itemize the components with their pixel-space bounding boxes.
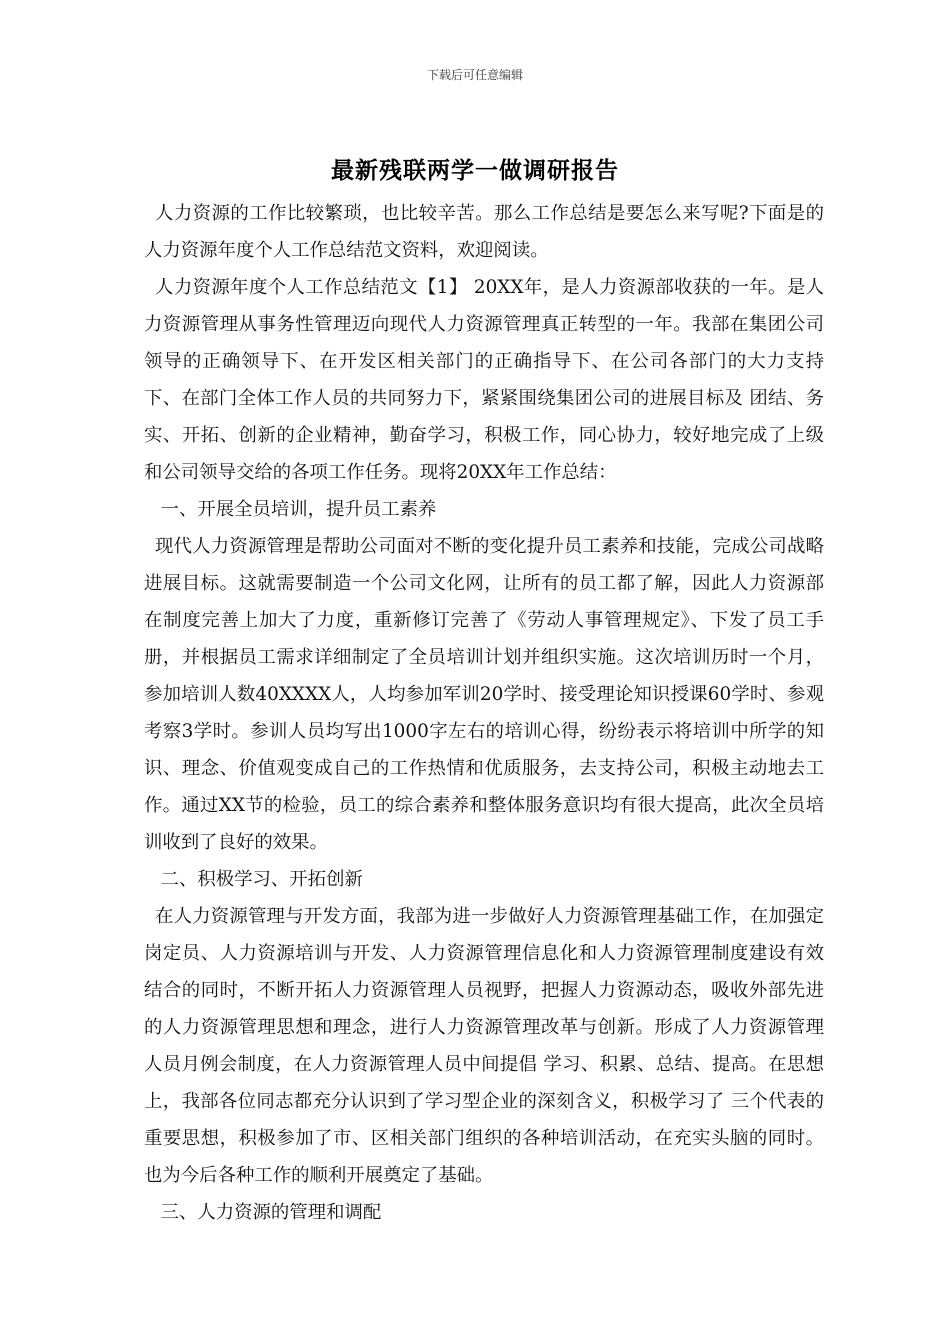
section-heading-3: 三、人力资源的管理和调配 bbox=[160, 1202, 382, 1223]
document-body bbox=[144, 195, 824, 1231]
paragraph-innovation: 在人力资源管理与开发方面，我部为进一步做好人力资源管理基础工作，在加强定岗定员、人力资源培训与开发、人力资源管理信息化和人力资源管理制度建设有效结合的同时，不断开拓人力资源管理人员视野，把握人力资源动态，吸收外部先进的人力资源管理思想和理念，进行人力资源管理改革与创新。形成了人力资源管理人员月例会制度，在人力资源管理人员中间提倡 学习、积累、总结、提高。在思想上，我部各位同志都充分认识到了学习型企业的深刻含义，积极学习了 三个代表的重要思想，积极参加了市、区相关部门组织的各种培训活动，在充实头脑的同时。也为今后各种工作的顺利开展奠定了基础。 bbox=[144, 906, 824, 1186]
section-heading-1: 一、开展全员培训，提升员工素养 bbox=[160, 499, 437, 520]
header-note: 下载后可任意编辑 bbox=[426, 68, 523, 82]
paragraph-training: 现代人力资源管理是帮助公司面对不断的变化提升员工素养和技能，完成公司战略进展目标。这就需要制造一个公司文化网，让所有的员工都了解，因此人力资源部在制度完善上加大了力度，重新修订完善了《劳动人事管理规定》、下发了员工手册，并根据员工需求详细制定了全员培训计划并组织实施。这次培训历时一个月，参加培训人数40XXXX人，人均参加军训20学时、接受理论知识授课60学时、参观考察3学时。参训人员均写出1000字左右的培训心得，纷纷表示将培训中所学的知识、理念、价值观变成自己的工作热情和优质服务，去支持公司，积极主动地去工作。通过XX节的检验，员工的综合素养和整体服务意识均有很大提高，此次全员培训收到了良好的效果。 bbox=[144, 536, 824, 853]
document-title: 最新残联两学一做调研报告 bbox=[331, 157, 619, 184]
paragraph-intro: 人力资源的工作比较繁琐，也比较辛苦。那么工作总结是要怎么来写呢?下面是的人力资源年度个人工作总结范文资料，欢迎阅读。 bbox=[144, 203, 824, 261]
paragraph-summary: 人力资源年度个人工作总结范文【1】 20XX年，是人力资源部收获的一年。是人力资源管理从事务性管理迈向现代人力资源管理真正转型的一年。我部在集团公司领导的正确领导下、在开发区相关部门的正确指导下、在公司各部门的大力支持下、在部门全体工作人员的共同努力下，紧紧围绕集团公司的进展目标及 团结、务实、开拓、创新的企业精神，勤奋学习，积极工作，同心协力，较好地完成了上级和公司领导交给的各项工作任务。现将20XX年工作总结： bbox=[144, 277, 824, 483]
section-heading-2: 二、积极学习、开拓创新 bbox=[160, 869, 363, 890]
